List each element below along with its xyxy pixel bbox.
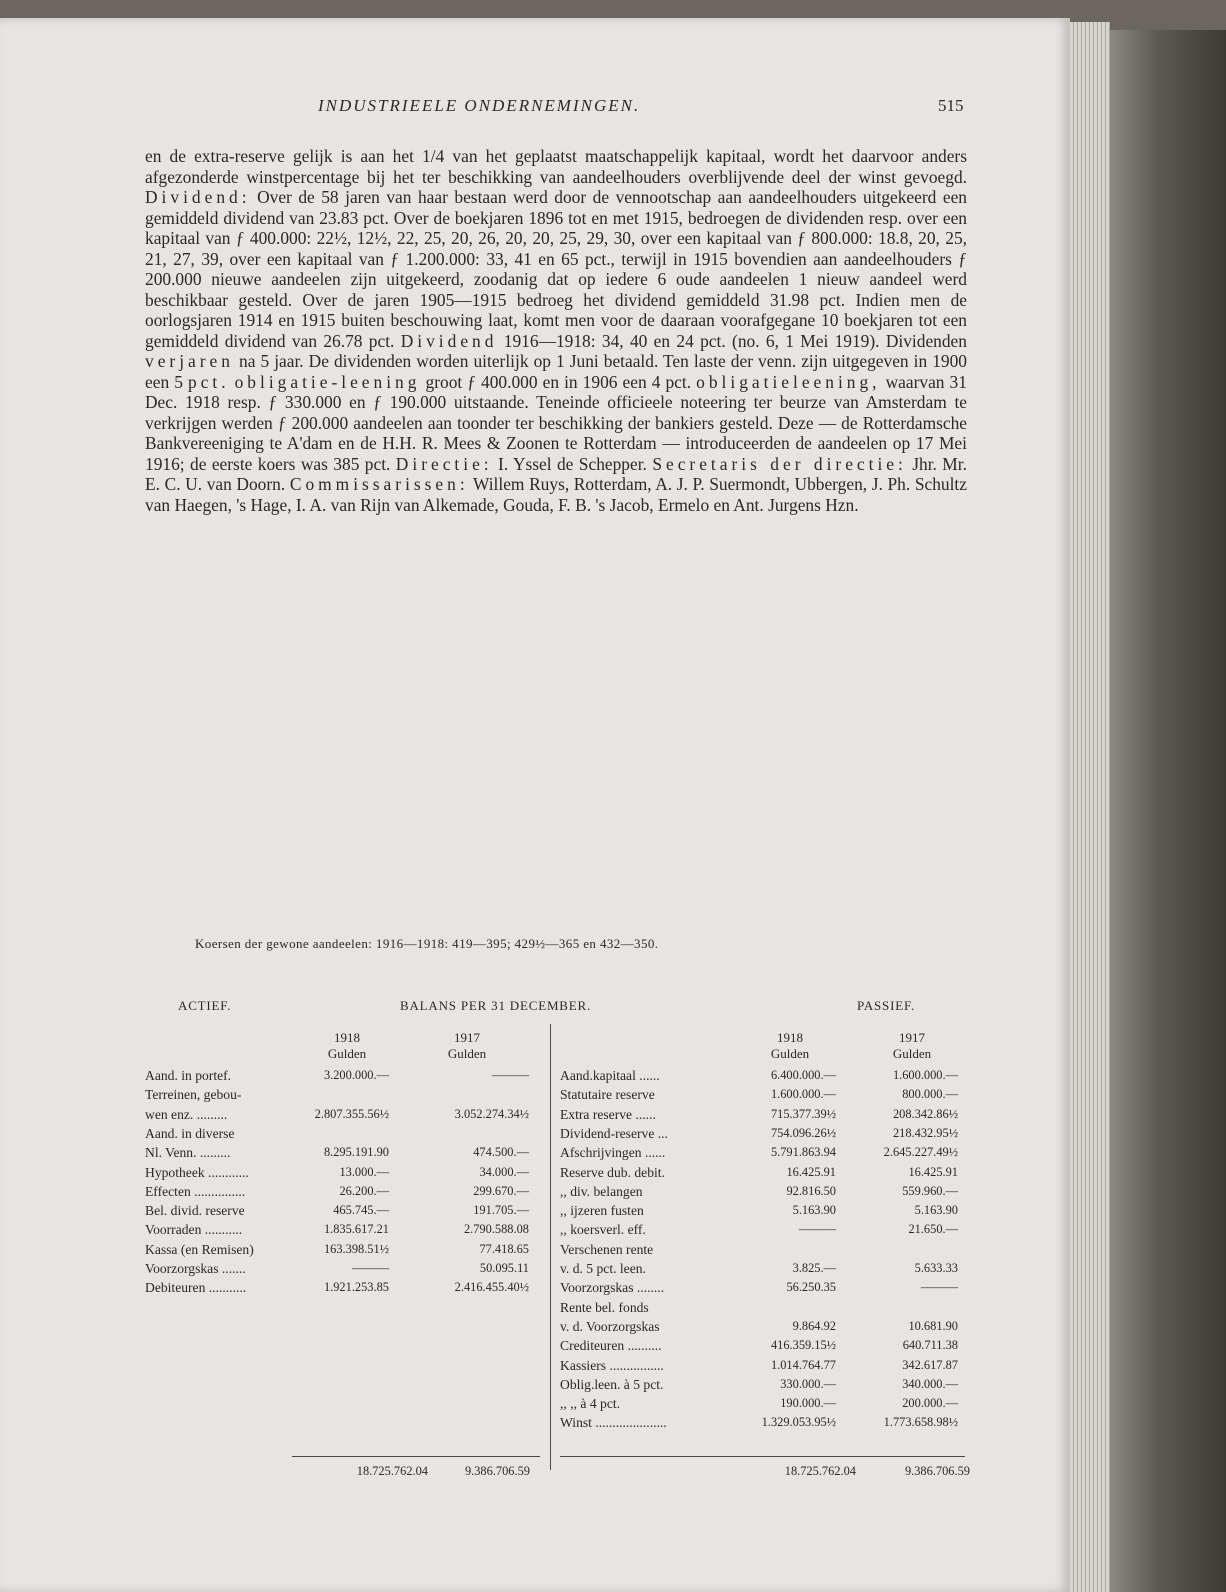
actief-title: ACTIEF. (178, 998, 232, 1013)
unit-label: Gulden (327, 1046, 367, 1061)
table-row (560, 1358, 980, 1376)
table-row (560, 1184, 980, 1202)
cell-label: Rente bel. fonds (560, 1299, 649, 1315)
cell-label: ,, ,, à 4 pct. (560, 1396, 621, 1412)
unit-label: Gulden (892, 1046, 932, 1061)
balans-header (145, 998, 967, 1018)
cell-v1917: 640.711.38 (902, 1338, 958, 1353)
cell-v1917: ——— (920, 1280, 958, 1295)
cell-label: Winst ..................... (560, 1415, 667, 1431)
table-row (145, 1184, 540, 1202)
cell-label: Terreinen, gebou- (145, 1087, 242, 1103)
table-row (560, 1396, 980, 1414)
table-row (145, 1203, 540, 1221)
cell-v1918: 715.377.39½ (770, 1106, 836, 1121)
year-label: 1918 (334, 1030, 360, 1045)
passief-col-1918 (750, 1030, 830, 1062)
cell-v1917: 1.600.000.— (892, 1068, 958, 1082)
cell-v1917: 34.000.— (479, 1164, 529, 1179)
cell-v1917: 208.342.86½ (892, 1106, 958, 1121)
cell-v1917: 559.960.— (902, 1183, 958, 1198)
label-dividend-2: Dividend (400, 330, 498, 351)
total-passief-1917: 9.386.706.59 (904, 1464, 970, 1478)
cell-v1918: ——— (351, 1261, 389, 1275)
label-dividend: Dividend: (145, 187, 251, 207)
cell-v1918: 13.000.— (339, 1164, 389, 1179)
cell-v1918: 9.864.92 (792, 1318, 836, 1333)
cell-label: Debiteuren ........... (145, 1280, 247, 1296)
cell-v1918: 1.921.253.85 (323, 1280, 389, 1295)
cell-label: Kassiers ................ (560, 1357, 664, 1373)
label-obligatie-2: obligatieleening, (696, 371, 881, 392)
cell-label: Statutaire reserve (560, 1087, 655, 1103)
cell-label: Afschrijvingen ...... (560, 1145, 666, 1161)
column-divider (550, 1024, 551, 1470)
cell-v1917: 218.432.95½ (892, 1125, 958, 1140)
cell-label: Hypotheek ............ (145, 1164, 249, 1180)
cell-label: Bel. divid. reserve (145, 1203, 245, 1219)
body-text (145, 146, 967, 515)
cell-v1918: 163.398.51½ (323, 1241, 389, 1256)
cell-v1918: 465.745.— (333, 1203, 389, 1218)
cell-label: ,, div. belangen (560, 1183, 643, 1199)
table-row (145, 1145, 540, 1163)
table-row (560, 1165, 980, 1183)
cell-v1918: 26.200.— (339, 1183, 389, 1198)
balans-title: BALANS PER 31 DECEMBER. (400, 998, 592, 1013)
table-row (560, 1107, 980, 1125)
label-commissarissen: Commissarissen: (289, 474, 469, 494)
cell-label: Verschenen rente (560, 1241, 654, 1257)
cell-v1917: 474.500.— (473, 1145, 529, 1160)
cell-label: Aand. in diverse (145, 1125, 235, 1141)
table-row (145, 1107, 540, 1125)
cell-v1918: 3.825.— (792, 1261, 836, 1275)
table-row (560, 1280, 980, 1298)
table-row (145, 1126, 540, 1144)
label-directie: Directie: (395, 453, 493, 474)
cell-v1917: 77.418.65 (479, 1241, 529, 1256)
table-row (145, 1087, 540, 1105)
table-row (145, 1222, 540, 1240)
text-p1: en de extra-reserve gelijk is aan het 1/4 van het geplaatst maatschappelijk kapitaal, wordt het daarvoor anders afgezonderde winstpercentage bij het ter beschikking van aandeelhouders overblijvende deel der winst gevoegd. (145, 146, 967, 187)
table-row (560, 1126, 980, 1144)
cell-v1918: 1.014.764.77 (770, 1357, 836, 1372)
cell-v1917: ——— (491, 1068, 529, 1082)
unit-label: Gulden (770, 1046, 810, 1061)
total-passief-1918: 18.725.762.04 (784, 1464, 856, 1478)
cell-label: Extra reserve ...... (560, 1106, 656, 1122)
cell-label: Nl. Venn. ......... (145, 1145, 231, 1161)
cell-v1918: 1.600.000.— (770, 1087, 836, 1102)
table-row (145, 1261, 540, 1279)
text-p8: Jhr. Mr. E. C. U. van Doorn. (145, 453, 967, 494)
cell-v1918: 8.295.191.90 (323, 1145, 389, 1160)
cell-label: Voorzorgskas ....... (145, 1261, 246, 1276)
cell-v1917: 1.773.658.98½ (883, 1415, 958, 1430)
cell-v1917: 191.705.— (473, 1203, 529, 1218)
cell-v1918: 416.359.15½ (770, 1338, 836, 1353)
table-row (560, 1087, 980, 1105)
cell-label: Crediteuren .......... (560, 1338, 662, 1354)
cell-v1918: 3.200.000.— (323, 1068, 389, 1082)
text-p6: waarvan 31 Dec. 1918 resp. ƒ 330.000 en ƒ 190.000 uitstaande. Teneinde officieele noteering ter beurze van Amsterdam te verkrijgen werden ƒ 200.000 aandeelen aan toonder ter beschikking der bankiers gesteld. Deze — de Rotterdamsche Bankvereeniging te A'dam en de H.H. R. Mees & Zoonen te Rotterdam — introduceerden de aandeelen op 17 Mei 1916; de eerste koers was 385 pct. (145, 371, 967, 474)
cell-v1917: 21.650.— (908, 1222, 958, 1237)
table-row (560, 1145, 980, 1163)
cell-v1918: 1.329.053.95½ (761, 1415, 836, 1430)
cell-v1917: 340.000.— (902, 1376, 958, 1391)
cell-v1917: 299.670.— (473, 1183, 529, 1198)
page-number: 515 (938, 96, 964, 115)
table-row (560, 1415, 980, 1433)
cell-v1917: 2.790.588.08 (463, 1222, 529, 1237)
cell-v1917: 2.645.227.49½ (883, 1145, 958, 1160)
table-row (145, 1165, 540, 1183)
cell-v1917: 800.000.— (902, 1087, 958, 1102)
cell-label: Voorzorgskas ........ (560, 1280, 665, 1296)
year-label: 1917 (899, 1030, 925, 1045)
cell-v1917: 3.052.274.34½ (454, 1106, 529, 1121)
total-actief-1918: 18.725.762.04 (356, 1464, 428, 1478)
cell-v1918: 190.000.— (780, 1396, 836, 1411)
cell-v1918: 5.791.863.94 (770, 1145, 836, 1160)
total-actief-1917: 9.386.706.59 (464, 1464, 530, 1478)
cell-v1918: 2.807.355.56½ (314, 1106, 389, 1121)
cell-v1917: 5.633.33 (914, 1261, 958, 1275)
cell-label: Aand. in portef. (145, 1068, 232, 1083)
table-row (560, 1242, 980, 1260)
running-head (0, 96, 1070, 120)
table-row (560, 1377, 980, 1395)
label-secretaris: Secretaris der directie: (652, 453, 907, 474)
cell-v1918: 754.096.26½ (770, 1125, 836, 1140)
text-p2: Over de 58 jaren van haar bestaan werd door de vennootschap aan aandeelhouders uitgekeerd een gemiddeld dividend van 23.83 pct. Over de boekjaren 1896 tot en met 1915, bedroegen de dividenden resp. over een kapitaal van ƒ 400.000: 22½, 12½, 22, 25, 20, 26, 20, 20, 25, 29, 30, over een kapitaal van ƒ 800.000: 18.8, 20, 25, 21, 27, 39, over een kapitaal van ƒ 1.200.000: 33, 41 en 65 pct., terwijl in 1915 bovendien aan aandeelhouders ƒ 200.000 nieuwe aandeelen zijn uitgekeerd, zoodanig dat op iedere 6 oude aandeelen 1 nieuw aandeel werd beschikbaar gesteld. Over de jaren 1905—1915 bedroeg het dividend gemiddeld 31.98 pct. Indien men de oorlogsjaren 1914 en 1915 buiten beschouwing laat, komt men voor de daaraan voorafgegane 10 boekjaren tot een gemiddeld dividend van 26.78 pct. (145, 187, 967, 351)
cell-label: Oblig.leen. à 5 pct. (560, 1376, 664, 1392)
actief-total-rule (292, 1456, 540, 1457)
text-p9: Willem Ruys, Rotterdam, A. J. P. Suermondt, Ubbergen, J. Ph. Schultz van Haegen, 's Hage, I. A. van Rijn van Alkemade, Gouda, F. B. 's Jacob, Ermelo en Ant. Jurgens Hzn. (145, 474, 967, 515)
cell-label: Dividend-reserve ... (560, 1125, 668, 1141)
text-p4: na 5 jaar. De dividenden worden uiterlijk op 1 Juni betaald. Ten laste der venn. zijn uitgegeven in 1900 een 5 (145, 351, 967, 392)
cell-v1917: 200.000.— (902, 1396, 958, 1411)
passief-col-1917 (872, 1030, 952, 1062)
table-row (145, 1068, 540, 1086)
table-row (560, 1068, 980, 1086)
table-row (560, 1261, 980, 1279)
table-row (560, 1338, 980, 1356)
cell-label: wen enz. ......... (145, 1106, 228, 1122)
cell-label: v. d. 5 pct. leen. (560, 1261, 646, 1276)
cell-v1918: 56.250.35 (786, 1280, 836, 1295)
cell-v1917: 5.163.90 (914, 1203, 958, 1218)
table-row (560, 1203, 980, 1221)
cell-label: ,, koersverl. eff. (560, 1222, 646, 1238)
table-row (560, 1319, 980, 1337)
actief-col-1918 (305, 1030, 389, 1062)
paragraph (145, 146, 967, 515)
cell-label: Reserve dub. debit. (560, 1164, 665, 1180)
cell-v1918: 5.163.90 (792, 1203, 836, 1218)
cell-label: Kassa (en Remisen) (145, 1241, 254, 1257)
cell-v1917: 342.617.87 (902, 1357, 958, 1372)
cell-label: Voorraden ........... (145, 1222, 243, 1238)
label-obligatie-1: obligatie-leening (234, 371, 421, 392)
table-row (560, 1222, 980, 1240)
year-label: 1917 (454, 1030, 480, 1045)
text-p7: I. Yssel de Schepper. (498, 453, 647, 474)
actief-col-1917 (427, 1030, 507, 1062)
passief-title: PASSIEF. (857, 998, 915, 1013)
cell-v1917: 16.425.91 (908, 1164, 958, 1179)
cell-v1918: 1.835.617.21 (323, 1222, 389, 1237)
book-cover-edge (1110, 30, 1226, 1592)
unit-label: Gulden (447, 1046, 487, 1061)
label-verjaren: verjaren (145, 351, 234, 371)
cell-v1917: 50.095.11 (479, 1261, 529, 1275)
year-label: 1918 (777, 1030, 803, 1045)
cell-v1917: 2.416.455.40½ (454, 1280, 529, 1295)
page-edges (1070, 22, 1110, 1592)
cell-v1918: 6.400.000.— (770, 1068, 836, 1082)
cell-v1918: 16.425.91 (786, 1164, 836, 1179)
running-title: INDUSTRIEELE ONDERNEMINGEN. (318, 96, 641, 115)
cell-label: Aand.kapitaal ...... (560, 1068, 660, 1083)
cell-label: ,, ijzeren fusten (560, 1203, 644, 1219)
koersen-line: Koersen der gewone aandeelen: 1916—1918: 419—395; 429½—365 en 432—350. (195, 936, 659, 951)
text-p5: groot ƒ 400.000 en in 1906 een 4 pct. (425, 371, 692, 392)
passief-total-rule (560, 1456, 965, 1457)
cell-label: Effecten ............... (145, 1183, 246, 1199)
cell-v1918: ——— (798, 1222, 836, 1237)
label-pct: pct. (187, 371, 230, 392)
table-row (560, 1300, 980, 1318)
text-p3: 1916—1918: 34, 40 en 24 pct. (no. 6, 1 Mei 1919). Dividenden (503, 330, 967, 351)
cell-v1918: 92.816.50 (786, 1183, 836, 1198)
table-row (145, 1242, 540, 1260)
cell-label: v. d. Voorzorgskas (560, 1318, 660, 1334)
cell-v1917: 10.681.90 (908, 1318, 958, 1333)
cell-v1918: 330.000.— (780, 1376, 836, 1391)
table-row (145, 1280, 540, 1298)
